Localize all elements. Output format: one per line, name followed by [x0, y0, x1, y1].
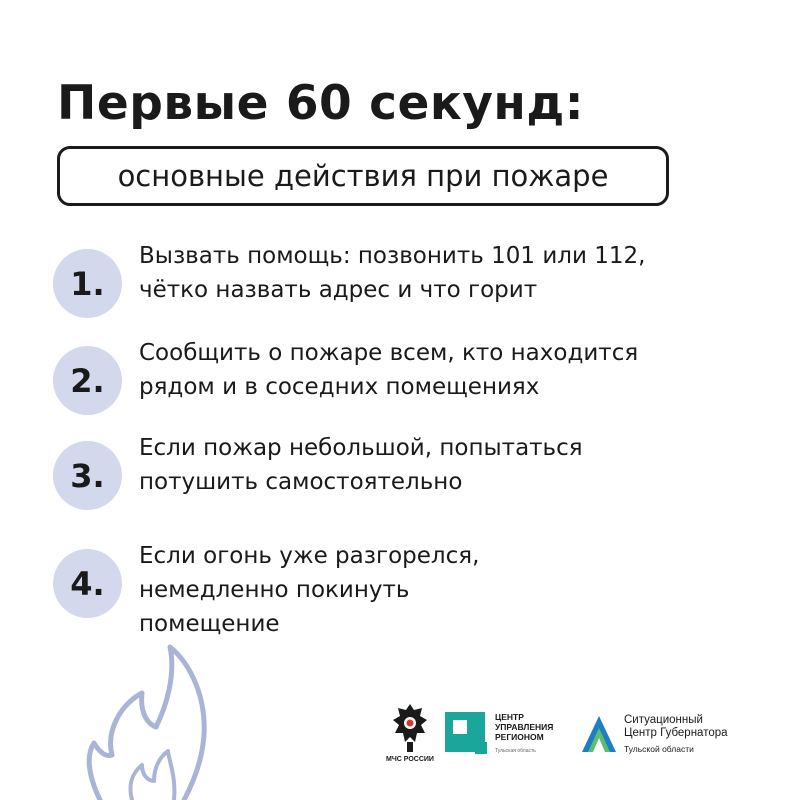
step-item [53, 435, 753, 511]
step-number-badge: 2. [53, 346, 122, 415]
mchs-emblem-icon [385, 700, 435, 756]
step-number-badge: 1. [53, 249, 122, 318]
step-item [53, 243, 753, 319]
sc-logo [580, 714, 770, 764]
sc-triangle-icon [580, 714, 618, 756]
step-item [53, 340, 753, 416]
cur-region: Тульская область [495, 748, 536, 754]
cur-mark-icon [445, 712, 491, 758]
cur-name: ЦЕНТР УПРАВЛЕНИЯ РЕГИОНОМ [495, 712, 554, 742]
flame-icon [80, 635, 220, 800]
mchs-logo [385, 700, 435, 778]
step-item [53, 543, 753, 637]
step-text: Сообщить о пожаре всем, кто находится рядом и в соседних помещениях [139, 340, 639, 400]
sc-region: Тульской области [624, 744, 694, 754]
mchs-caption: МЧС РОССИИ [386, 756, 434, 763]
step-text: Вызвать помощь: позвонить 101 или 112, чётко назвать адрес и что горит [139, 243, 646, 303]
partner-logos [385, 700, 785, 780]
step-text: Если пожар небольшой, попытаться потушить самостоятельно [139, 435, 583, 495]
sc-name: Ситуационный Центр Губернатора [624, 714, 728, 739]
subtitle: основные действия при пожаре [117, 159, 609, 193]
step-number-badge: 4. [53, 549, 122, 618]
cur-logo [445, 712, 565, 772]
page-title: Первые 60 секунд: [57, 76, 585, 131]
step-text: Если огонь уже разгорелся, немедленно покинуть помещение [139, 543, 480, 637]
step-number-badge: 3. [53, 441, 122, 510]
subtitle-box [57, 146, 669, 206]
